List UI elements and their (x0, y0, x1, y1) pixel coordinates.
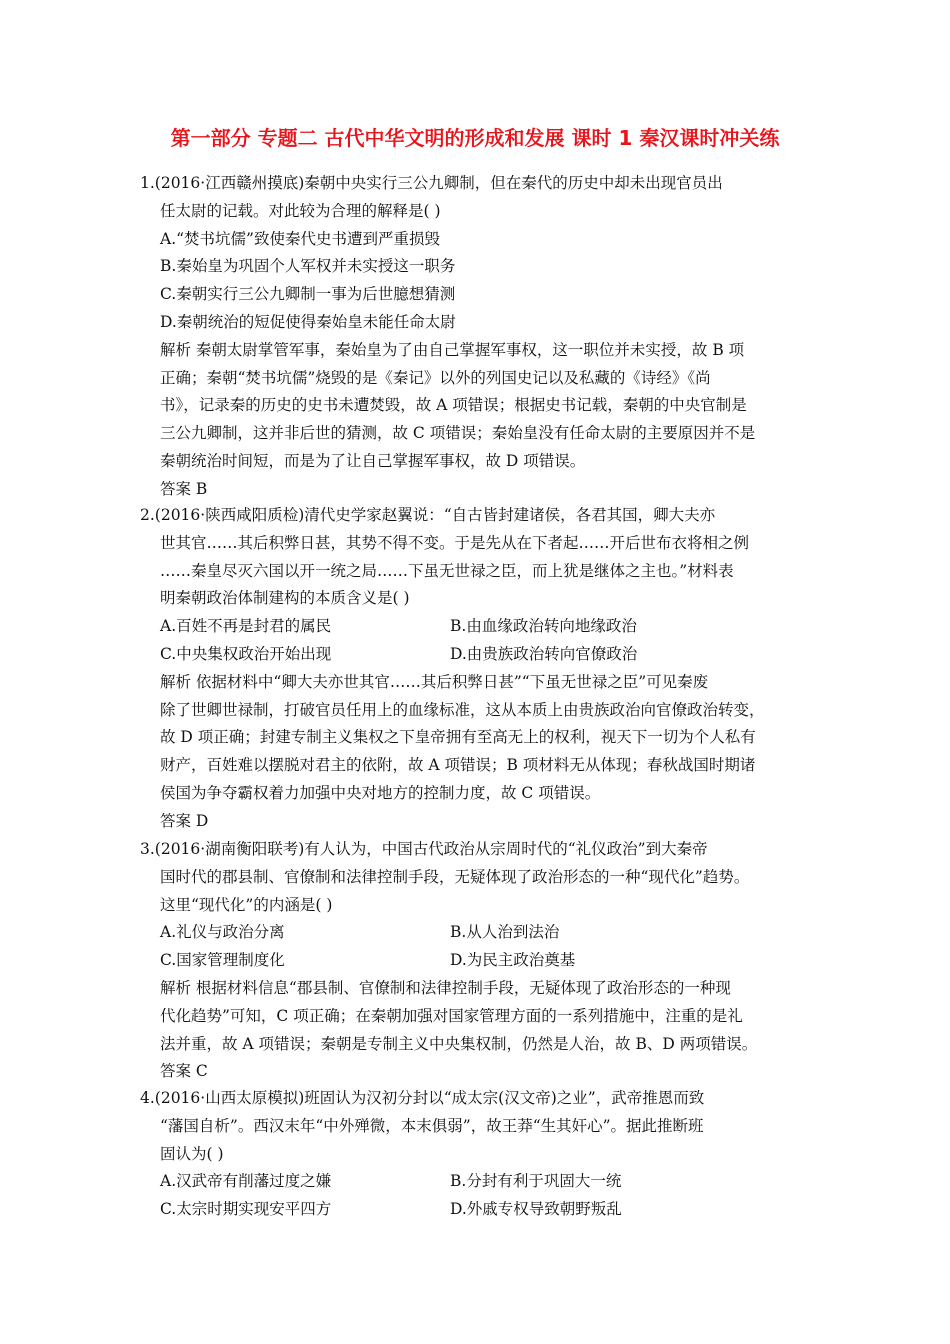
options-row (140, 641, 812, 669)
analysis-line: 侯国为争夺霸权着力加强中央对地方的控制力度，故 C 项错误。 (160, 783, 601, 802)
option-b: B.由血缘政治转向地缘政治 (450, 617, 637, 636)
analysis-line: 三公九卿制，这并非后世的猜测，故 C 项错误；秦始皇没有任命太尉的主要原因并不是 (160, 424, 756, 443)
analysis-line: 书》，记录秦的历史的史书未遭焚毁，故 A 项错误；根据史书记载，秦朝的中央官制是 (160, 396, 747, 415)
question-stem-line: 1.(2016·江西赣州摸底)秦朝中央实行三公九卿制，但在秦代的历史中却未出现官员出 (140, 174, 723, 192)
option-a: A.百姓不再是封君的属民 (160, 617, 332, 636)
options-row (140, 919, 812, 947)
option-d: D.外戚专权导致朝野叛乱 (450, 1200, 622, 1219)
page-title: 第一部分 专题二 古代中华文明的形成和发展 课时 1 秦汉课时冲关练 (170, 126, 780, 150)
option-d: D.秦朝统治的短促使得秦始皇未能任命太尉 (160, 312, 456, 331)
analysis-line: 解析 根据材料信息“郡县制、官僚制和法律控制手段，无疑体现了政治形态的一种现 (160, 978, 731, 997)
options-row (140, 1168, 812, 1196)
question-1 (140, 170, 812, 504)
analysis-line: 解析 依据材料中“卿大夫亦世其官……其后积弊日甚”“下虽无世禄之臣”可见秦废 (160, 672, 709, 691)
analysis-line: 代化趋势”可知，C 项正确；在秦朝加强对国家管理方面的一系列措施中，注重的是礼 (160, 1006, 743, 1025)
options-row (140, 947, 812, 975)
answer: 答案 B (160, 479, 208, 498)
option-a: A.礼仪与政治分离 (160, 923, 285, 942)
question-stem-line: 3.(2016·湖南衡阳联考)有人认为，中国古代政治从宗周时代的“礼仪政治”到大秦帝 (140, 840, 708, 858)
answer: 答案 D (160, 811, 209, 830)
question-stem-line: 国时代的郡县制、官僚制和法律控制手段，无疑体现了政治形态的一种“现代化”趋势。 (160, 867, 750, 886)
analysis-line: 正确；秦朝“焚书坑儒”烧毁的是《秦记》以外的列国史记以及私藏的《诗经》《尚 (160, 368, 711, 387)
question-stem-line: 这里“现代化”的内涵是( ) (160, 895, 333, 914)
option-c: C.国家管理制度化 (160, 951, 285, 970)
question-3 (140, 836, 812, 1086)
analysis-line: 除了世卿世禄制，打破官员任用上的血缘标准，这从本质上由贵族政治向官僚政治转变， (160, 700, 765, 719)
question-stem-line: 固认为( ) (160, 1144, 224, 1163)
analysis-line: 法并重，故 A 项错误；秦朝是专制主义中央集权制，仍然是人治，故 B、D 两项错误。 (160, 1034, 758, 1053)
analysis-line: 解析 秦朝太尉掌管军事，秦始皇为了由自己掌握军事权，这一职位并未实授，故 B 项 (160, 340, 745, 359)
question-stem-line: 明秦朝政治体制建构的本质含义是( ) (160, 589, 410, 608)
question-stem-line: “藩国自析”。西汉末年“中外殚微，本末俱弱”，故王莽“生其奸心”。据此推断班 (160, 1116, 704, 1135)
option-a: A.汉武帝有削藩过度之嫌 (160, 1172, 332, 1191)
option-d: D.由贵族政治转向官僚政治 (450, 644, 638, 663)
option-b: B.秦始皇为巩固个人军权并未实授这一职务 (160, 257, 456, 276)
answer: 答案 C (160, 1062, 208, 1081)
question-stem-line: 4.(2016·山西太原模拟)班固认为汉初分封以“成太宗(汉文帝)之业”，武帝推恩而致 (140, 1089, 705, 1107)
question-4 (140, 1085, 812, 1224)
option-b: B.从人治到法治 (450, 923, 560, 942)
options-row (140, 1196, 812, 1224)
analysis-line: 秦朝统治时间短，而是为了让自己掌握军事权，故 D 项错误。 (160, 451, 586, 470)
option-d: D.为民主政治奠基 (450, 951, 576, 970)
question-2 (140, 502, 812, 836)
option-c: C.太宗时期实现安平四方 (160, 1200, 332, 1219)
analysis-line: 财产，百姓难以摆脱对君主的依附，故 A 项错误；B 项材料无从体现；春秋战国时期诸 (160, 756, 756, 775)
question-stem-line: 2.(2016·陕西咸阳质检)清代史学家赵翼说：“自古皆封建诸侯，各君其国，卿大夫亦 (140, 506, 716, 524)
question-stem-line: 任太尉的记载。对此较为合理的解释是( ) (160, 201, 441, 220)
question-stem-line: ……秦皇尽灭六国以开一统之局……下虽无世禄之臣，而上犹是继体之主也。”材料表 (160, 561, 734, 580)
options-row (140, 613, 812, 641)
option-c: C.中央集权政治开始出现 (160, 644, 332, 663)
analysis-line: 故 D 项正确；封建专制主义集权之下皇帝拥有至高无上的权利，视天下一切为个人私有 (160, 728, 756, 747)
option-c: C.秦朝实行三公九卿制一事为后世臆想猜测 (160, 285, 456, 304)
option-a: A.“焚书坑儒”致使秦代史书遭到严重损毁 (160, 229, 440, 248)
option-b: B.分封有利于巩固大一统 (450, 1172, 622, 1191)
question-stem-line: 世其官……其后积弊日甚，其势不得不变。于是先从在下者起……开后世布衣将相之例 (160, 533, 750, 552)
